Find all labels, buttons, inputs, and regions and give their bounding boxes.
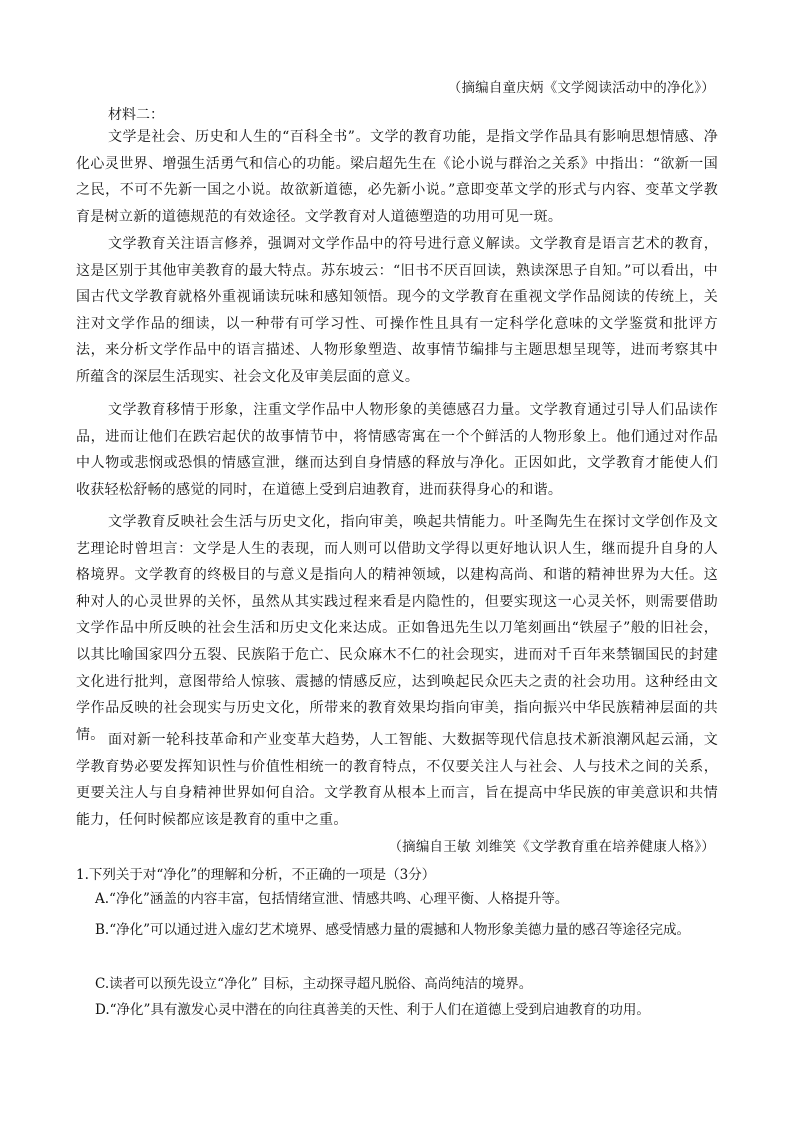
paragraph-4: 文学教育反映社会生活与历史文化，指向审美，唤起共情能力。叶圣陶先生在探讨文学创作及文艺理论时曾坦言：文学是人生的表现，而人则可以借助文学得以更好地认识人生，继而提升自身的人格境界。文学教育的终极目的与意义是指向人的精神领域，以建构高尚、和谐的精神世界为大任。这种对人的心灵世界的关怀，虽然从其实践过程来看是内隐性的，但要实现这一心灵关怀，则需要借助文学作品中所反映的社会生活和历史文化来达成。正如鲁迅先生以刀笔刻画出“铁屋子”般的旧社会，以其比喻国家四分五裂、民族陷于危亡、民众麻木不仁的社会现实，进而对千百年来禁锢国民的封建文化进行批判，意图带给人惊骇、震撼的情感反应，达到唤起民众匹夫之责的社会功用。这种经由文学作品反映的社会现实与历史文化，所带来的教育效果均指向审美，指向振兴中华民族精神层面的共情。	[76, 514, 718, 743]
source-citation-1: （摘编自童庆炳《文学阅读活动中的净化》）	[447, 80, 715, 96]
paragraph-3: 文学教育移情于形象，注重文学作品中人物形象的美德感召力量。文学教育通过引导人们品读作品，进而让他们在跌宕起伏的故事情节中，将情感寄寓在一个个鲜活的人物形象上。他们通过对作品中人物或悲悯或恐惧的情感宣泄，继而达到自身情感的释放与净化。正因如此，文学教育才能使人们收获轻松舒畅的感觉的同时，在道德上受到启迪教育，进而获得身心的和谐。	[76, 402, 718, 498]
paragraph-5: 面对新一轮科技革命和产业变革大趋势，人工智能、大数据等现代信息技术新浪潮风起云涌，文学教育势必要发挥知识性与价值性相统一的教育特点，不仅要关注人与社会、人与技术之间的关系，更要关注人与自身精神世界如何自洽。文学教育从根本上而言，旨在提高中华民族的审美意识和共情能力，任何时候都应该是教育的重中之重。	[76, 732, 718, 828]
source-citation-2: （摘编自王敏 刘维笑《文学教育重在培养健康人格》）	[388, 839, 715, 855]
option-a: A.“净化”涵盖的内容丰富，包括情绪宣泄、情感共鸣、心理平衡、人格提升等。	[95, 891, 569, 907]
option-c: C.读者可以预先设立“净化” 目标，主动探寻超凡脱俗、高尚纯洁的境界。	[95, 976, 533, 992]
option-b: B.“净化”可以通过进入虚幻艺术境界、感受情感力量的震撼和人物形象美德力量的感召等途径完成。	[95, 922, 691, 938]
material-heading: 材料二：	[108, 107, 164, 123]
paragraph-1: 文学是社会、历史和人生的“百科全书”。文学的教育功能，是指文学作品具有影响思想情感、净化心灵世界、增强生活勇气和信心的功能。梁启超先生在《论小说与群治之关系》中指出：“欲新一国之民，不可不先新一国之小说。故欲新道德，必先新小说。”意即变革文学的形式与内容、变革文学教育是树立新的道德规范的有效途径。文学教育对人道德塑造的功用可见一斑。	[76, 129, 718, 225]
option-d: D.“净化”具有激发心灵中潜在的向往真善美的天性、利于人们在道德上受到启迪教育的功用。	[95, 1002, 650, 1018]
paragraph-2: 文学教育关注语言修养，强调对文学作品中的符号进行意义解读。文学教育是语言艺术的教育，这是区别于其他审美教育的最大特点。苏东坡云：“旧书不厌百回读，熟读深思子自知。”可以看出，中国古代文学教育就格外重视诵读玩味和感知领悟。现今的文学教育在重视文学作品阅读的传统上，关注对文学作品的细读，以一种带有可学习性、可操作性且具有一定科学化意味的文学鉴赏和批评方法，来分析文学作品中的语言描述、人物形象塑造、故事情节编排与主题思想呈现等，进而考察其中所蕴含的深层生活现实、社会文化及审美层面的意义。	[76, 236, 718, 385]
question-stem: 1.下列关于对“净化”的理解和分析，不正确的一项是（3分）	[76, 867, 436, 883]
